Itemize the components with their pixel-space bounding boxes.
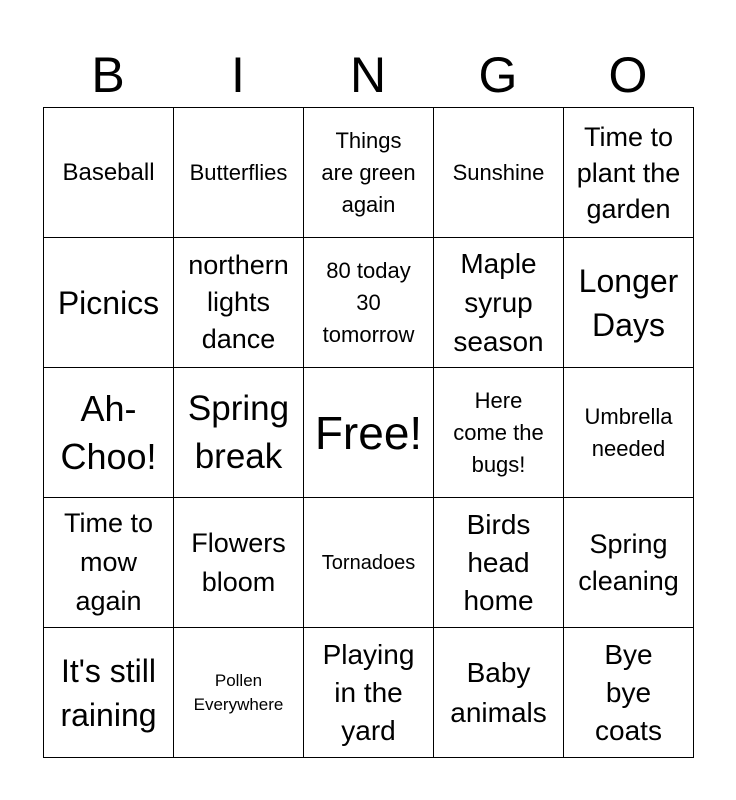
header-letter-i: I <box>231 47 245 103</box>
bingo-cell <box>304 238 434 368</box>
cell-text: Birds head home <box>463 508 534 616</box>
bingo-cell <box>434 628 564 758</box>
bingo-cell <box>174 238 304 368</box>
bingo-cell <box>304 628 434 758</box>
cell-text: Ah- Choo! <box>60 387 157 477</box>
bingo-cell <box>434 108 564 238</box>
cell-text: Spring break <box>187 388 290 476</box>
bingo-row-1 <box>44 108 694 238</box>
bingo-cell <box>174 498 304 628</box>
bingo-cell <box>564 628 694 758</box>
bingo-cell <box>44 498 174 628</box>
header-letter-n: N <box>349 47 387 103</box>
bingo-cell <box>44 108 174 238</box>
bingo-row-2 <box>44 238 694 368</box>
cell-text: 80 today 30 tomorrow <box>322 257 415 347</box>
cell-text: Time to mow again <box>63 508 153 616</box>
cell-text: Flowers bloom <box>191 527 286 597</box>
bingo-cell <box>174 628 304 758</box>
cell-text: Umbrella needed <box>584 403 673 461</box>
header-letter-b: B <box>91 47 125 103</box>
cell-text: Playing in the yard <box>322 638 415 746</box>
bingo-cell <box>564 238 694 368</box>
cell-text: Here come the bugs! <box>453 387 544 477</box>
cell-text: Spring cleaning <box>578 528 679 596</box>
bingo-cell <box>564 498 694 628</box>
bingo-row-4 <box>44 498 694 628</box>
cell-text: It's still raining <box>60 652 157 733</box>
cell-text: Baseball <box>62 158 155 186</box>
bingo-cell <box>44 628 174 758</box>
cell-text: Bye bye coats <box>595 638 662 746</box>
bingo-cell <box>434 238 564 368</box>
bingo-row-3 <box>44 368 694 498</box>
cell-text: northern lights dance <box>188 250 289 354</box>
header-letter-o: O <box>608 47 648 103</box>
cell-text: Longer Days <box>578 262 679 343</box>
bingo-cell <box>304 368 434 498</box>
bingo-cell <box>44 368 174 498</box>
cell-text: Picnics <box>57 284 160 321</box>
cell-text: Free! <box>314 406 423 459</box>
bingo-cell <box>174 368 304 498</box>
cell-text: Sunshine <box>452 159 545 185</box>
cell-text: Things are green again <box>321 127 416 217</box>
cell-text: Time to plant the garden <box>576 121 681 224</box>
bingo-cell <box>434 498 564 628</box>
bingo-cell <box>174 108 304 238</box>
bingo-cell <box>564 108 694 238</box>
cell-text: Baby animals <box>450 656 547 728</box>
bingo-header <box>43 44 693 106</box>
bingo-cell <box>304 108 434 238</box>
bingo-row-5 <box>44 628 694 758</box>
cell-text: Butterflies <box>189 159 288 185</box>
bingo-cell <box>44 238 174 368</box>
bingo-card <box>43 107 694 758</box>
bingo-cell <box>434 368 564 498</box>
bingo-cell <box>564 368 694 498</box>
header-letter-g: G <box>478 47 518 103</box>
bingo-cell <box>304 498 434 628</box>
cell-text: Pollen Everywhere <box>193 670 284 714</box>
cell-text: Tornadoes <box>321 551 416 574</box>
cell-text: Maple syrup season <box>453 248 544 357</box>
